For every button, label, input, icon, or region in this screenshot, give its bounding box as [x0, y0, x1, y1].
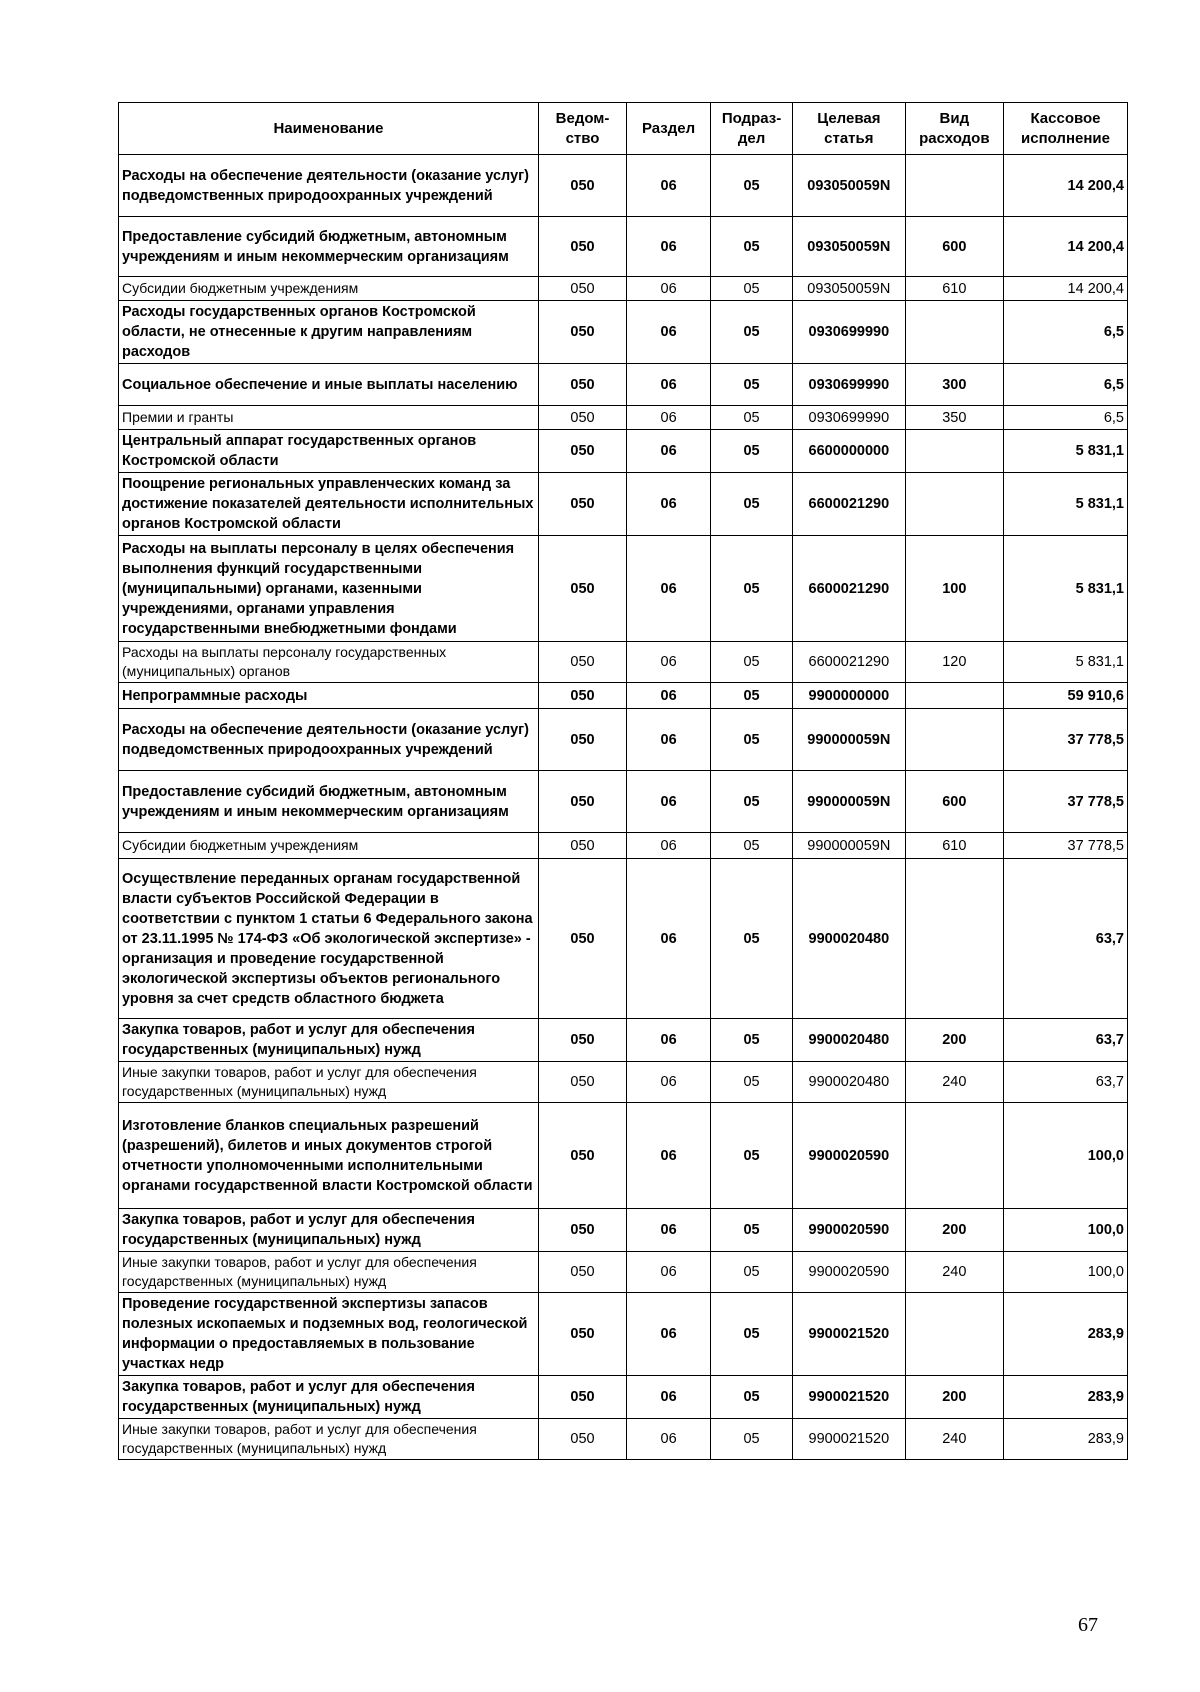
row-name: Закупка товаров, работ и услуг для обеспечения государственных (муниципальных) нужд: [119, 1209, 539, 1252]
row-section: 06: [627, 430, 711, 473]
row-cash: 63,7: [1004, 1019, 1128, 1062]
row-section: 06: [627, 1209, 711, 1252]
row-section: 06: [627, 155, 711, 217]
row-cash: 63,7: [1004, 859, 1128, 1019]
row-cash: 14 200,4: [1004, 277, 1128, 301]
row-target: 6600021290: [793, 473, 906, 536]
row-expense-type: [905, 430, 1003, 473]
row-dept: 050: [538, 771, 626, 833]
row-subsection: 05: [711, 1209, 793, 1252]
row-target: 9900020590: [793, 1103, 906, 1209]
row-expense-type: [905, 859, 1003, 1019]
row-cash: 100,0: [1004, 1103, 1128, 1209]
row-cash: 100,0: [1004, 1252, 1128, 1293]
row-name: Закупка товаров, работ и услуг для обеспечения государственных (муниципальных) нужд: [119, 1376, 539, 1419]
row-section: 06: [627, 771, 711, 833]
row-name: Проведение государственной экспертизы запасов полезных ископаемых и подземных вод, геологической информации о предоставляемых в пользование участках недр: [119, 1293, 539, 1376]
row-dept: 050: [538, 1019, 626, 1062]
table-row: [119, 155, 1128, 217]
row-expense-type: [905, 473, 1003, 536]
table-row: [119, 1419, 1128, 1460]
row-dept: 050: [538, 473, 626, 536]
row-dept: 050: [538, 430, 626, 473]
row-dept: 050: [538, 536, 626, 642]
row-name: Расходы на выплаты персоналу государственных (муниципальных) органов: [119, 642, 539, 683]
row-cash: 37 778,5: [1004, 833, 1128, 859]
table-row: [119, 473, 1128, 536]
row-expense-type: [905, 301, 1003, 364]
row-subsection: 05: [711, 1019, 793, 1062]
row-target: 9900020590: [793, 1252, 906, 1293]
row-name: Социальное обеспечение и иные выплаты населению: [119, 364, 539, 406]
table-row: [119, 1252, 1128, 1293]
row-expense-type: 100: [905, 536, 1003, 642]
row-section: 06: [627, 833, 711, 859]
header-name: Наименование: [119, 103, 539, 155]
row-dept: 050: [538, 642, 626, 683]
row-section: 06: [627, 473, 711, 536]
row-target: 9900020480: [793, 1062, 906, 1103]
row-dept: 050: [538, 301, 626, 364]
row-dept: 050: [538, 1376, 626, 1419]
row-subsection: 05: [711, 859, 793, 1019]
row-expense-type: 120: [905, 642, 1003, 683]
row-dept: 050: [538, 1293, 626, 1376]
row-section: 06: [627, 536, 711, 642]
row-subsection: 05: [711, 155, 793, 217]
row-expense-type: [905, 683, 1003, 709]
row-expense-type: [905, 709, 1003, 771]
row-subsection: 05: [711, 1419, 793, 1460]
header-expense-type: Вид расходов: [905, 103, 1003, 155]
row-cash: 283,9: [1004, 1419, 1128, 1460]
row-target: 6600021290: [793, 642, 906, 683]
row-name: Иные закупки товаров, работ и услуг для обеспечения государственных (муниципальных) нужд: [119, 1062, 539, 1103]
row-subsection: 05: [711, 473, 793, 536]
header-dept: Ведом-ство: [538, 103, 626, 155]
row-target: 0930699990: [793, 301, 906, 364]
row-section: 06: [627, 1019, 711, 1062]
table-row: [119, 277, 1128, 301]
row-section: 06: [627, 1419, 711, 1460]
row-name: Предоставление субсидий бюджетным, автономным учреждениям и иным некоммерческим организациям: [119, 771, 539, 833]
row-subsection: 05: [711, 833, 793, 859]
row-target: 9900000000: [793, 683, 906, 709]
row-name: Расходы государственных органов Костромской области, не отнесенные к другим направлениям расходов: [119, 301, 539, 364]
row-subsection: 05: [711, 406, 793, 430]
row-subsection: 05: [711, 1293, 793, 1376]
row-dept: 050: [538, 1062, 626, 1103]
row-cash: 5 831,1: [1004, 536, 1128, 642]
row-section: 06: [627, 301, 711, 364]
row-name: Премии и гранты: [119, 406, 539, 430]
row-cash: 14 200,4: [1004, 217, 1128, 277]
row-expense-type: 240: [905, 1419, 1003, 1460]
table-row: [119, 1376, 1128, 1419]
row-subsection: 05: [711, 771, 793, 833]
row-section: 06: [627, 683, 711, 709]
row-section: 06: [627, 859, 711, 1019]
row-name: Субсидии бюджетным учреждениям: [119, 277, 539, 301]
row-expense-type: 350: [905, 406, 1003, 430]
row-subsection: 05: [711, 1376, 793, 1419]
row-cash: 37 778,5: [1004, 709, 1128, 771]
table-row: [119, 430, 1128, 473]
header-subsection: Подраз-дел: [711, 103, 793, 155]
row-name: Иные закупки товаров, работ и услуг для обеспечения государственных (муниципальных) нужд: [119, 1419, 539, 1460]
row-name: Непрограммные расходы: [119, 683, 539, 709]
row-expense-type: 200: [905, 1019, 1003, 1062]
table-row: [119, 859, 1128, 1019]
row-name: Изготовление бланков специальных разрешений (разрешений), билетов и иных документов строгой отчетности уполномоченными исполнительными органами государственной власти Костромской области: [119, 1103, 539, 1209]
table-row: [119, 642, 1128, 683]
row-subsection: 05: [711, 642, 793, 683]
row-section: 06: [627, 1376, 711, 1419]
table-row: [119, 1103, 1128, 1209]
table-row: [119, 301, 1128, 364]
table-header-row: [119, 103, 1128, 155]
row-cash: 59 910,6: [1004, 683, 1128, 709]
table-row: [119, 406, 1128, 430]
row-cash: 6,5: [1004, 406, 1128, 430]
row-subsection: 05: [711, 430, 793, 473]
row-name: Центральный аппарат государственных органов Костромской области: [119, 430, 539, 473]
row-expense-type: [905, 1103, 1003, 1209]
row-subsection: 05: [711, 217, 793, 277]
row-cash: 100,0: [1004, 1209, 1128, 1252]
row-expense-type: 240: [905, 1252, 1003, 1293]
row-subsection: 05: [711, 1103, 793, 1209]
row-target: 6600021290: [793, 536, 906, 642]
row-cash: 5 831,1: [1004, 642, 1128, 683]
row-dept: 050: [538, 1252, 626, 1293]
row-expense-type: 300: [905, 364, 1003, 406]
row-target: 0930699990: [793, 364, 906, 406]
row-dept: 050: [538, 833, 626, 859]
page-number: 67: [1078, 1614, 1098, 1636]
table-row: [119, 1293, 1128, 1376]
row-target: 990000059N: [793, 771, 906, 833]
row-section: 06: [627, 364, 711, 406]
row-section: 06: [627, 277, 711, 301]
row-dept: 050: [538, 364, 626, 406]
row-name: Закупка товаров, работ и услуг для обеспечения государственных (муниципальных) нужд: [119, 1019, 539, 1062]
row-section: 06: [627, 1293, 711, 1376]
row-dept: 050: [538, 1209, 626, 1252]
row-subsection: 05: [711, 277, 793, 301]
row-dept: 050: [538, 709, 626, 771]
row-name: Субсидии бюджетным учреждениям: [119, 833, 539, 859]
row-subsection: 05: [711, 364, 793, 406]
table-row: [119, 536, 1128, 642]
table-row: [119, 1062, 1128, 1103]
row-target: 093050059N: [793, 217, 906, 277]
row-expense-type: 610: [905, 833, 1003, 859]
row-subsection: 05: [711, 1252, 793, 1293]
row-expense-type: 200: [905, 1376, 1003, 1419]
row-cash: 6,5: [1004, 364, 1128, 406]
table-row: [119, 364, 1128, 406]
row-name: Иные закупки товаров, работ и услуг для обеспечения государственных (муниципальных) нужд: [119, 1252, 539, 1293]
header-target: Целевая статья: [793, 103, 906, 155]
row-subsection: 05: [711, 1062, 793, 1103]
row-target: 9900021520: [793, 1293, 906, 1376]
budget-execution-table: [118, 102, 1128, 1460]
row-cash: 63,7: [1004, 1062, 1128, 1103]
table-row: [119, 833, 1128, 859]
table-row: [119, 1209, 1128, 1252]
row-section: 06: [627, 1252, 711, 1293]
row-subsection: 05: [711, 301, 793, 364]
row-name: Осуществление переданных органам государственной власти субъектов Российской Федерации в соответствии с пунктом 1 статьи 6 Федерального закона от 23.11.1995 № 174-ФЗ «Об экологической экспертизе» - организация и проведение государственной экологической экспертизы объектов регионального уровня за счет средств областного бюджета: [119, 859, 539, 1019]
row-target: 093050059N: [793, 277, 906, 301]
row-name: Поощрение региональных управленческих команд за достижение показателей деятельности исполнительных органов Костромской области: [119, 473, 539, 536]
row-section: 06: [627, 709, 711, 771]
row-section: 06: [627, 217, 711, 277]
row-section: 06: [627, 1062, 711, 1103]
table-row: [119, 683, 1128, 709]
row-target: 9900021520: [793, 1376, 906, 1419]
row-expense-type: 610: [905, 277, 1003, 301]
row-target: 9900021520: [793, 1419, 906, 1460]
row-cash: 283,9: [1004, 1376, 1128, 1419]
table-row: [119, 771, 1128, 833]
row-dept: 050: [538, 859, 626, 1019]
row-dept: 050: [538, 217, 626, 277]
header-cash: Кассовое исполнение: [1004, 103, 1128, 155]
row-target: 0930699990: [793, 406, 906, 430]
table-body: [119, 155, 1128, 1460]
row-expense-type: 600: [905, 771, 1003, 833]
row-dept: 050: [538, 406, 626, 430]
row-subsection: 05: [711, 683, 793, 709]
row-subsection: 05: [711, 709, 793, 771]
row-dept: 050: [538, 683, 626, 709]
row-dept: 050: [538, 277, 626, 301]
row-dept: 050: [538, 1103, 626, 1209]
row-section: 06: [627, 1103, 711, 1209]
header-section: Раздел: [627, 103, 711, 155]
row-dept: 050: [538, 1419, 626, 1460]
row-section: 06: [627, 406, 711, 430]
row-target: 9900020590: [793, 1209, 906, 1252]
row-name: Расходы на обеспечение деятельности (оказание услуг) подведомственных природоохранных учреждений: [119, 709, 539, 771]
row-cash: 5 831,1: [1004, 430, 1128, 473]
row-target: 9900020480: [793, 859, 906, 1019]
row-expense-type: 200: [905, 1209, 1003, 1252]
row-target: 990000059N: [793, 709, 906, 771]
row-name: Расходы на выплаты персоналу в целях обеспечения выполнения функций государственными (муниципальными) органами, казенными учреждениями, органами управления государственными внебюджетными фондами: [119, 536, 539, 642]
row-cash: 37 778,5: [1004, 771, 1128, 833]
row-name: Предоставление субсидий бюджетным, автономным учреждениям и иным некоммерческим организациям: [119, 217, 539, 277]
table-row: [119, 217, 1128, 277]
row-cash: 283,9: [1004, 1293, 1128, 1376]
row-target: 990000059N: [793, 833, 906, 859]
row-expense-type: 240: [905, 1062, 1003, 1103]
row-dept: 050: [538, 155, 626, 217]
row-target: 093050059N: [793, 155, 906, 217]
table-row: [119, 709, 1128, 771]
row-name: Расходы на обеспечение деятельности (оказание услуг) подведомственных природоохранных учреждений: [119, 155, 539, 217]
row-subsection: 05: [711, 536, 793, 642]
row-cash: 6,5: [1004, 301, 1128, 364]
row-expense-type: [905, 1293, 1003, 1376]
row-target: 9900020480: [793, 1019, 906, 1062]
row-cash: 14 200,4: [1004, 155, 1128, 217]
row-expense-type: 600: [905, 217, 1003, 277]
row-target: 6600000000: [793, 430, 906, 473]
row-cash: 5 831,1: [1004, 473, 1128, 536]
row-section: 06: [627, 642, 711, 683]
table-row: [119, 1019, 1128, 1062]
row-expense-type: [905, 155, 1003, 217]
